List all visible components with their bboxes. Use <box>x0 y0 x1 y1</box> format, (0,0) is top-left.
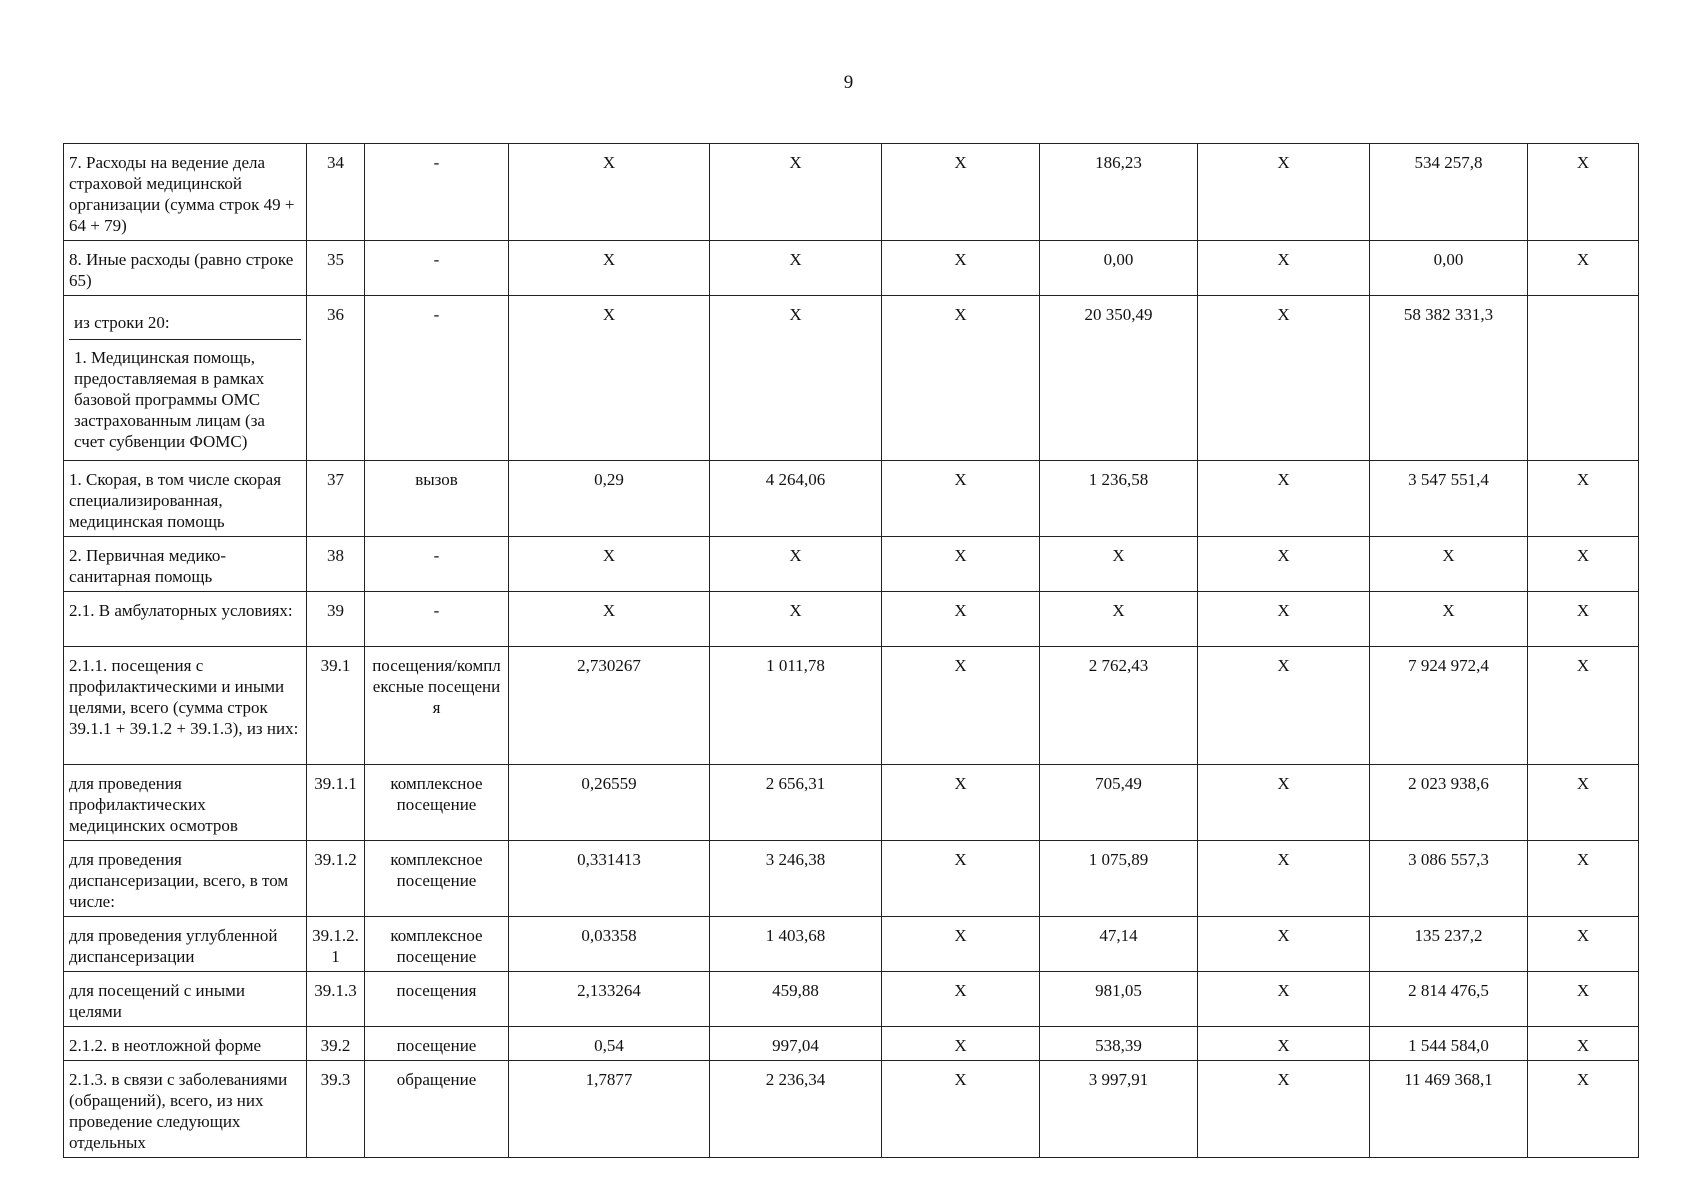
value-cell: X <box>1528 241 1639 296</box>
row-name: 2.1.3. в связи с заболеваниями (обращений), всего, из них проведение следующих отдельных <box>64 1061 307 1158</box>
row-name: для посещений с иными целями <box>64 972 307 1027</box>
value-cell: 538,39 <box>1040 1027 1198 1061</box>
value-cell: X <box>1198 296 1370 461</box>
value-cell: 1 075,89 <box>1040 841 1198 917</box>
value-cell: X <box>1040 592 1198 647</box>
value-cell: X <box>1198 647 1370 765</box>
value-cell: 2,730267 <box>509 647 710 765</box>
value-cell: 186,23 <box>1040 144 1198 241</box>
value-cell: 20 350,49 <box>1040 296 1198 461</box>
value-cell: X <box>882 841 1040 917</box>
value-cell: X <box>882 144 1040 241</box>
unit-cell: комплексное посещение <box>365 841 509 917</box>
unit-cell: комплексное посещение <box>365 917 509 972</box>
line-number: 39.1.1 <box>307 765 365 841</box>
value-cell: X <box>710 144 882 241</box>
value-cell: X <box>882 972 1040 1027</box>
value-cell: 0,03358 <box>509 917 710 972</box>
value-cell: X <box>882 917 1040 972</box>
value-cell <box>1528 296 1639 461</box>
table-row <box>64 592 1639 647</box>
page-number: 9 <box>843 72 854 93</box>
value-cell: X <box>1370 592 1528 647</box>
row-name-sub: 1. Медицинская помощь, предоставляемая в рамках базовой программы ОМС застрахованным лицам (за счет субвенции ФОМС) <box>74 348 265 451</box>
table-row <box>64 1061 1639 1158</box>
value-cell: X <box>882 1061 1040 1158</box>
value-cell: X <box>882 296 1040 461</box>
value-cell: 58 382 331,3 <box>1370 296 1528 461</box>
value-cell: 135 237,2 <box>1370 917 1528 972</box>
line-number: 34 <box>307 144 365 241</box>
unit-cell: комплексное посещение <box>365 765 509 841</box>
row-name: 2. Первичная медико-санитарная помощь <box>64 537 307 592</box>
unit-cell: - <box>365 592 509 647</box>
unit-cell: вызов <box>365 461 509 537</box>
value-cell: 2 814 476,5 <box>1370 972 1528 1027</box>
value-cell: X <box>882 765 1040 841</box>
line-number: 39.3 <box>307 1061 365 1158</box>
value-cell: 2 762,43 <box>1040 647 1198 765</box>
value-cell: X <box>509 537 710 592</box>
value-cell: 0,26559 <box>509 765 710 841</box>
value-cell: X <box>1198 144 1370 241</box>
value-cell: 7 924 972,4 <box>1370 647 1528 765</box>
unit-cell: посещения <box>365 972 509 1027</box>
value-cell: 0,00 <box>1040 241 1198 296</box>
table-row <box>64 1027 1639 1061</box>
value-cell: X <box>882 241 1040 296</box>
value-cell: 3 246,38 <box>710 841 882 917</box>
row-name: из строки 20: <box>69 304 301 340</box>
value-cell: X <box>1198 537 1370 592</box>
table-row <box>64 841 1639 917</box>
line-number: 37 <box>307 461 365 537</box>
value-cell: X <box>1528 461 1639 537</box>
value-cell: X <box>1528 917 1639 972</box>
unit-cell: - <box>365 537 509 592</box>
table-row <box>64 917 1639 972</box>
unit-cell: - <box>365 296 509 461</box>
value-cell: X <box>1528 144 1639 241</box>
value-cell: X <box>710 537 882 592</box>
value-cell: 0,331413 <box>509 841 710 917</box>
value-cell: X <box>1528 537 1639 592</box>
value-cell: 459,88 <box>710 972 882 1027</box>
cost-table <box>63 143 1639 1158</box>
line-number: 39.2 <box>307 1027 365 1061</box>
line-number: 39.1 <box>307 647 365 765</box>
table-row <box>64 647 1639 765</box>
unit-cell: обращение <box>365 1061 509 1158</box>
unit-cell: - <box>365 241 509 296</box>
value-cell: X <box>1528 841 1639 917</box>
value-cell: X <box>509 241 710 296</box>
row-name: 7. Расходы на ведение дела страховой медицинской организации (сумма строк 49 + 64 + 79) <box>64 144 307 241</box>
value-cell: 3 997,91 <box>1040 1061 1198 1158</box>
value-cell: 2 023 938,6 <box>1370 765 1528 841</box>
line-number: 35 <box>307 241 365 296</box>
row-name-group <box>64 296 307 461</box>
value-cell: X <box>1198 1027 1370 1061</box>
line-number: 39.1.2.1 <box>307 917 365 972</box>
value-cell: X <box>1528 972 1639 1027</box>
value-cell: 0,00 <box>1370 241 1528 296</box>
table-row <box>64 144 1639 241</box>
value-cell: X <box>509 592 710 647</box>
row-name: для проведения профилактических медицинских осмотров <box>64 765 307 841</box>
value-cell: X <box>1528 592 1639 647</box>
row-name: для проведения диспансеризации, всего, в том числе: <box>64 841 307 917</box>
value-cell: 3 086 557,3 <box>1370 841 1528 917</box>
row-name: 2.1.1. посещения с профилактическими и иными целями, всего (сумма строк 39.1.1 + 39.1.2 + 39.1.3), из них: <box>64 647 307 765</box>
value-cell: 981,05 <box>1040 972 1198 1027</box>
value-cell: X <box>710 296 882 461</box>
value-cell: X <box>882 461 1040 537</box>
unit-cell: посещение <box>365 1027 509 1061</box>
value-cell: 4 264,06 <box>710 461 882 537</box>
value-cell: X <box>509 144 710 241</box>
line-number: 38 <box>307 537 365 592</box>
unit-cell: - <box>365 144 509 241</box>
value-cell: X <box>1528 765 1639 841</box>
value-cell: 1 011,78 <box>710 647 882 765</box>
value-cell: X <box>1198 972 1370 1027</box>
unit-cell: посещения/комплексные посещения <box>365 647 509 765</box>
table-row <box>64 241 1639 296</box>
value-cell: X <box>882 537 1040 592</box>
value-cell: X <box>1040 537 1198 592</box>
table-row <box>64 972 1639 1027</box>
table-row <box>64 537 1639 592</box>
table-row <box>64 765 1639 841</box>
value-cell: X <box>1528 1027 1639 1061</box>
value-cell: 47,14 <box>1040 917 1198 972</box>
row-name: 1. Скорая, в том числе скорая специализированная, медицинская помощь <box>64 461 307 537</box>
line-number: 39 <box>307 592 365 647</box>
value-cell: X <box>1198 461 1370 537</box>
value-cell: X <box>1198 765 1370 841</box>
value-cell: 0,29 <box>509 461 710 537</box>
value-cell: 11 469 368,1 <box>1370 1061 1528 1158</box>
value-cell: 2 236,34 <box>710 1061 882 1158</box>
value-cell: X <box>882 1027 1040 1061</box>
value-cell: 2 656,31 <box>710 765 882 841</box>
row-name: для проведения углубленной диспансеризации <box>64 917 307 972</box>
value-cell: X <box>1198 841 1370 917</box>
value-cell: X <box>1198 241 1370 296</box>
row-name: 2.1.2. в неотложной форме <box>64 1027 307 1061</box>
value-cell: X <box>509 296 710 461</box>
value-cell: X <box>1198 917 1370 972</box>
value-cell: X <box>710 241 882 296</box>
value-cell: X <box>1370 537 1528 592</box>
value-cell: X <box>882 592 1040 647</box>
value-cell: 997,04 <box>710 1027 882 1061</box>
table-row <box>64 296 1639 461</box>
row-name: 8. Иные расходы (равно строке 65) <box>64 241 307 296</box>
value-cell: 3 547 551,4 <box>1370 461 1528 537</box>
value-cell: X <box>1528 1061 1639 1158</box>
line-number: 39.1.2 <box>307 841 365 917</box>
line-number: 39.1.3 <box>307 972 365 1027</box>
value-cell: 2,133264 <box>509 972 710 1027</box>
value-cell: 1 403,68 <box>710 917 882 972</box>
value-cell: X <box>882 647 1040 765</box>
value-cell: X <box>1198 592 1370 647</box>
value-cell: 705,49 <box>1040 765 1198 841</box>
value-cell: 534 257,8 <box>1370 144 1528 241</box>
table-row <box>64 461 1639 537</box>
value-cell: 1 236,58 <box>1040 461 1198 537</box>
value-cell: X <box>710 592 882 647</box>
value-cell: X <box>1198 1061 1370 1158</box>
value-cell: 1 544 584,0 <box>1370 1027 1528 1061</box>
line-number: 36 <box>307 296 365 461</box>
value-cell: 0,54 <box>509 1027 710 1061</box>
value-cell: X <box>1528 647 1639 765</box>
value-cell: 1,7877 <box>509 1061 710 1158</box>
row-name: 2.1. В амбулаторных условиях: <box>64 592 307 647</box>
